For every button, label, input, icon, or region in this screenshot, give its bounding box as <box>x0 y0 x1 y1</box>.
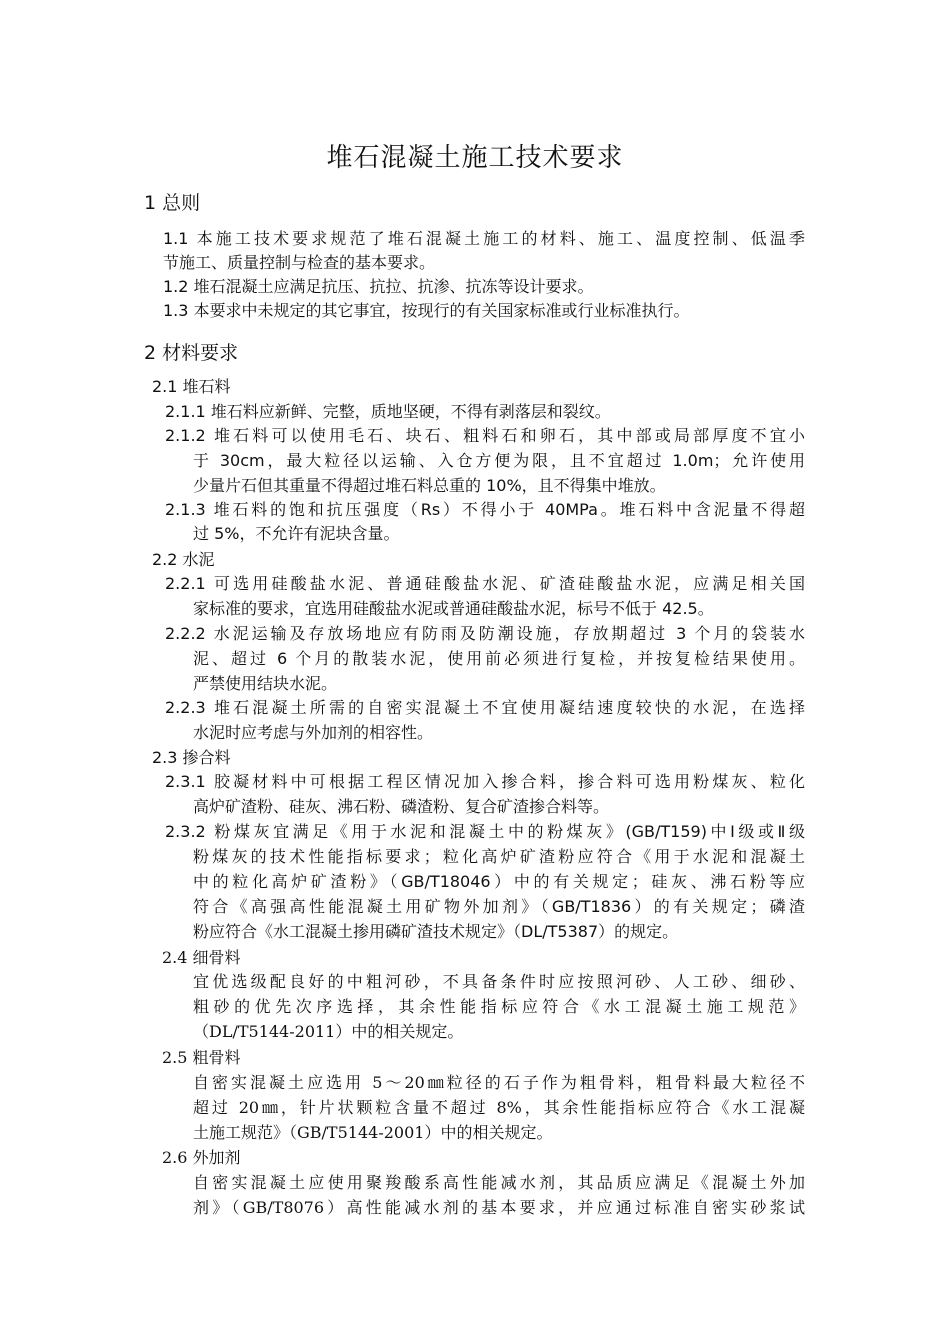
heading-2-4: 2.4 细骨料 <box>162 948 241 967</box>
paragraph-2-1-2-line-2: 于 30cm，最大粒径以运输、入仓方便为限，且不宜超过 1.0m；允许使用 <box>193 451 805 470</box>
paragraph-2-1-2-line-3: 少量片石但其重量不得超过堆石料总重的 10%，且不得集中堆放。 <box>193 476 666 495</box>
paragraph-1-1-line-2: 节施工、质量控制与检查的基本要求。 <box>163 253 436 272</box>
paragraph-2-2-2-line-3: 严禁使用结块水泥。 <box>193 674 338 693</box>
heading-2-5: 2.5 粗骨料 <box>162 1048 241 1067</box>
paragraph-2-3-1-line-2: 高炉矿渣粉、硅灰、沸石粉、磷渣粉、复合矿渣掺合料等。 <box>193 797 610 816</box>
paragraph-2-2-3-line-2: 水泥时应考虑与外加剂的相容性。 <box>193 723 434 742</box>
paragraph-1-2: 1.2 堆石混凝土应满足抗压、抗拉、抗渗、抗冻等设计要求。 <box>163 277 594 296</box>
paragraph-2-2-2-line-1: 2.2.2 水泥运输及存放场地应有防雨及防潮设施，存放期超过 3 个月的袋装水 <box>165 624 805 643</box>
paragraph-2-6-line-2: 剂》（GB/T8076）高性能减水剂的基本要求，并应通过标准自密实砂浆试 <box>193 1198 805 1217</box>
paragraph-2-2-3-line-1: 2.2.3 堆石混凝土所需的自密实混凝土不宜使用凝结速度较快的水泥，在选择 <box>165 698 805 717</box>
paragraph-2-1-1: 2.1.1 堆石料应新鲜、完整，质地坚硬，不得有剥落层和裂纹。 <box>165 402 611 421</box>
paragraph-2-6-line-1: 自密实混凝土应使用聚羧酸系高性能减水剂，其品质应满足《混凝土外加 <box>193 1173 805 1192</box>
heading-2-3: 2.3 掺合料 <box>152 748 231 767</box>
paragraph-2-3-1-line-1: 2.3.1 胶凝材料中可根据工程区情况加入掺合料，掺合料可选用粉煤灰、粒化 <box>165 772 805 791</box>
section-1-heading: 1 总则 <box>144 192 201 214</box>
paragraph-2-4-line-3: （DL/T5144-2011）中的相关规定。 <box>193 1022 464 1041</box>
heading-2-1: 2.1 堆石料 <box>152 377 231 396</box>
document-title: 堆石混凝土施工技术要求 <box>326 143 624 173</box>
heading-2-2: 2.2 水泥 <box>152 550 215 569</box>
paragraph-2-3-2-line-3: 中的粒化高炉矿渣粉》（GB/T18046）中的有关规定；硅灰、沸石粉等应 <box>193 872 805 891</box>
paragraph-1-1-line-1: 1.1 本施工技术要求规范了堆石混凝土施工的材料、施工、温度控制、低温季 <box>163 229 805 248</box>
paragraph-2-2-1-line-2: 家标准的要求，宜选用硅酸盐水泥或普通硅酸盐水泥，标号不低于 42.5。 <box>193 599 714 618</box>
paragraph-2-5-line-2: 超过 20㎜，针片状颗粒含量不超过 8%，其余性能指标应符合《水工混凝 <box>193 1098 805 1117</box>
paragraph-2-3-2-line-5: 粉应符合《水工混凝土掺用磷矿渣技术规定》（DL/T5387）的规定。 <box>193 922 679 941</box>
section-2-heading: 2 材料要求 <box>144 342 239 364</box>
paragraph-1-3: 1.3 本要求中未规定的其它事宜，按现行的有关国家标准或行业标准执行。 <box>163 301 690 320</box>
paragraph-2-3-2-line-1: 2.3.2 粉煤灰宜满足《用于水泥和混凝土中的粉煤灰》(GB/T159)中Ⅰ级或Ⅱ级 <box>165 822 805 841</box>
paragraph-2-5-line-3: 土施工规范》（GB/T5144-2001）中的相关规定。 <box>193 1123 553 1142</box>
paragraph-2-4-line-2: 粗砂的优先次序选择，其余性能指标应符合《水工混凝土施工规范》 <box>193 997 805 1016</box>
paragraph-2-4-line-1: 宜优选级配良好的中粗河砂，不具备条件时应按照河砂、人工砂、细砂、 <box>193 972 805 991</box>
paragraph-2-3-2-line-4: 符合《高强高性能混凝土用矿物外加剂》（GB/T1836）的有关规定；磷渣 <box>193 897 805 916</box>
paragraph-2-1-3-line-2: 过 5%，不允许有泥块含量。 <box>193 524 400 543</box>
paragraph-2-3-2-line-2: 粉煤灰的技术性能指标要求；粒化高炉矿渣粉应符合《用于水泥和混凝土 <box>193 847 805 866</box>
heading-2-6: 2.6 外加剂 <box>162 1148 241 1167</box>
paragraph-2-5-line-1: 自密实混凝土应选用 5～20㎜粒径的石子作为粗骨料，粗骨料最大粒径不 <box>193 1073 805 1092</box>
paragraph-2-1-3-line-1: 2.1.3 堆石料的饱和抗压强度（Rs）不得小于 40MPa。堆石料中含泥量不得超 <box>165 500 805 519</box>
paragraph-2-2-2-line-2: 泥、超过 6 个月的散装水泥，使用前必须进行复检，并按复检结果使用。 <box>193 649 805 668</box>
paragraph-2-1-2-line-1: 2.1.2 堆石料可以使用毛石、块石、粗料石和卵石，其中部或局部厚度不宜小 <box>165 426 805 445</box>
paragraph-2-2-1-line-1: 2.2.1 可选用硅酸盐水泥、普通硅酸盐水泥、矿渣硅酸盐水泥，应满足相关国 <box>165 574 805 593</box>
